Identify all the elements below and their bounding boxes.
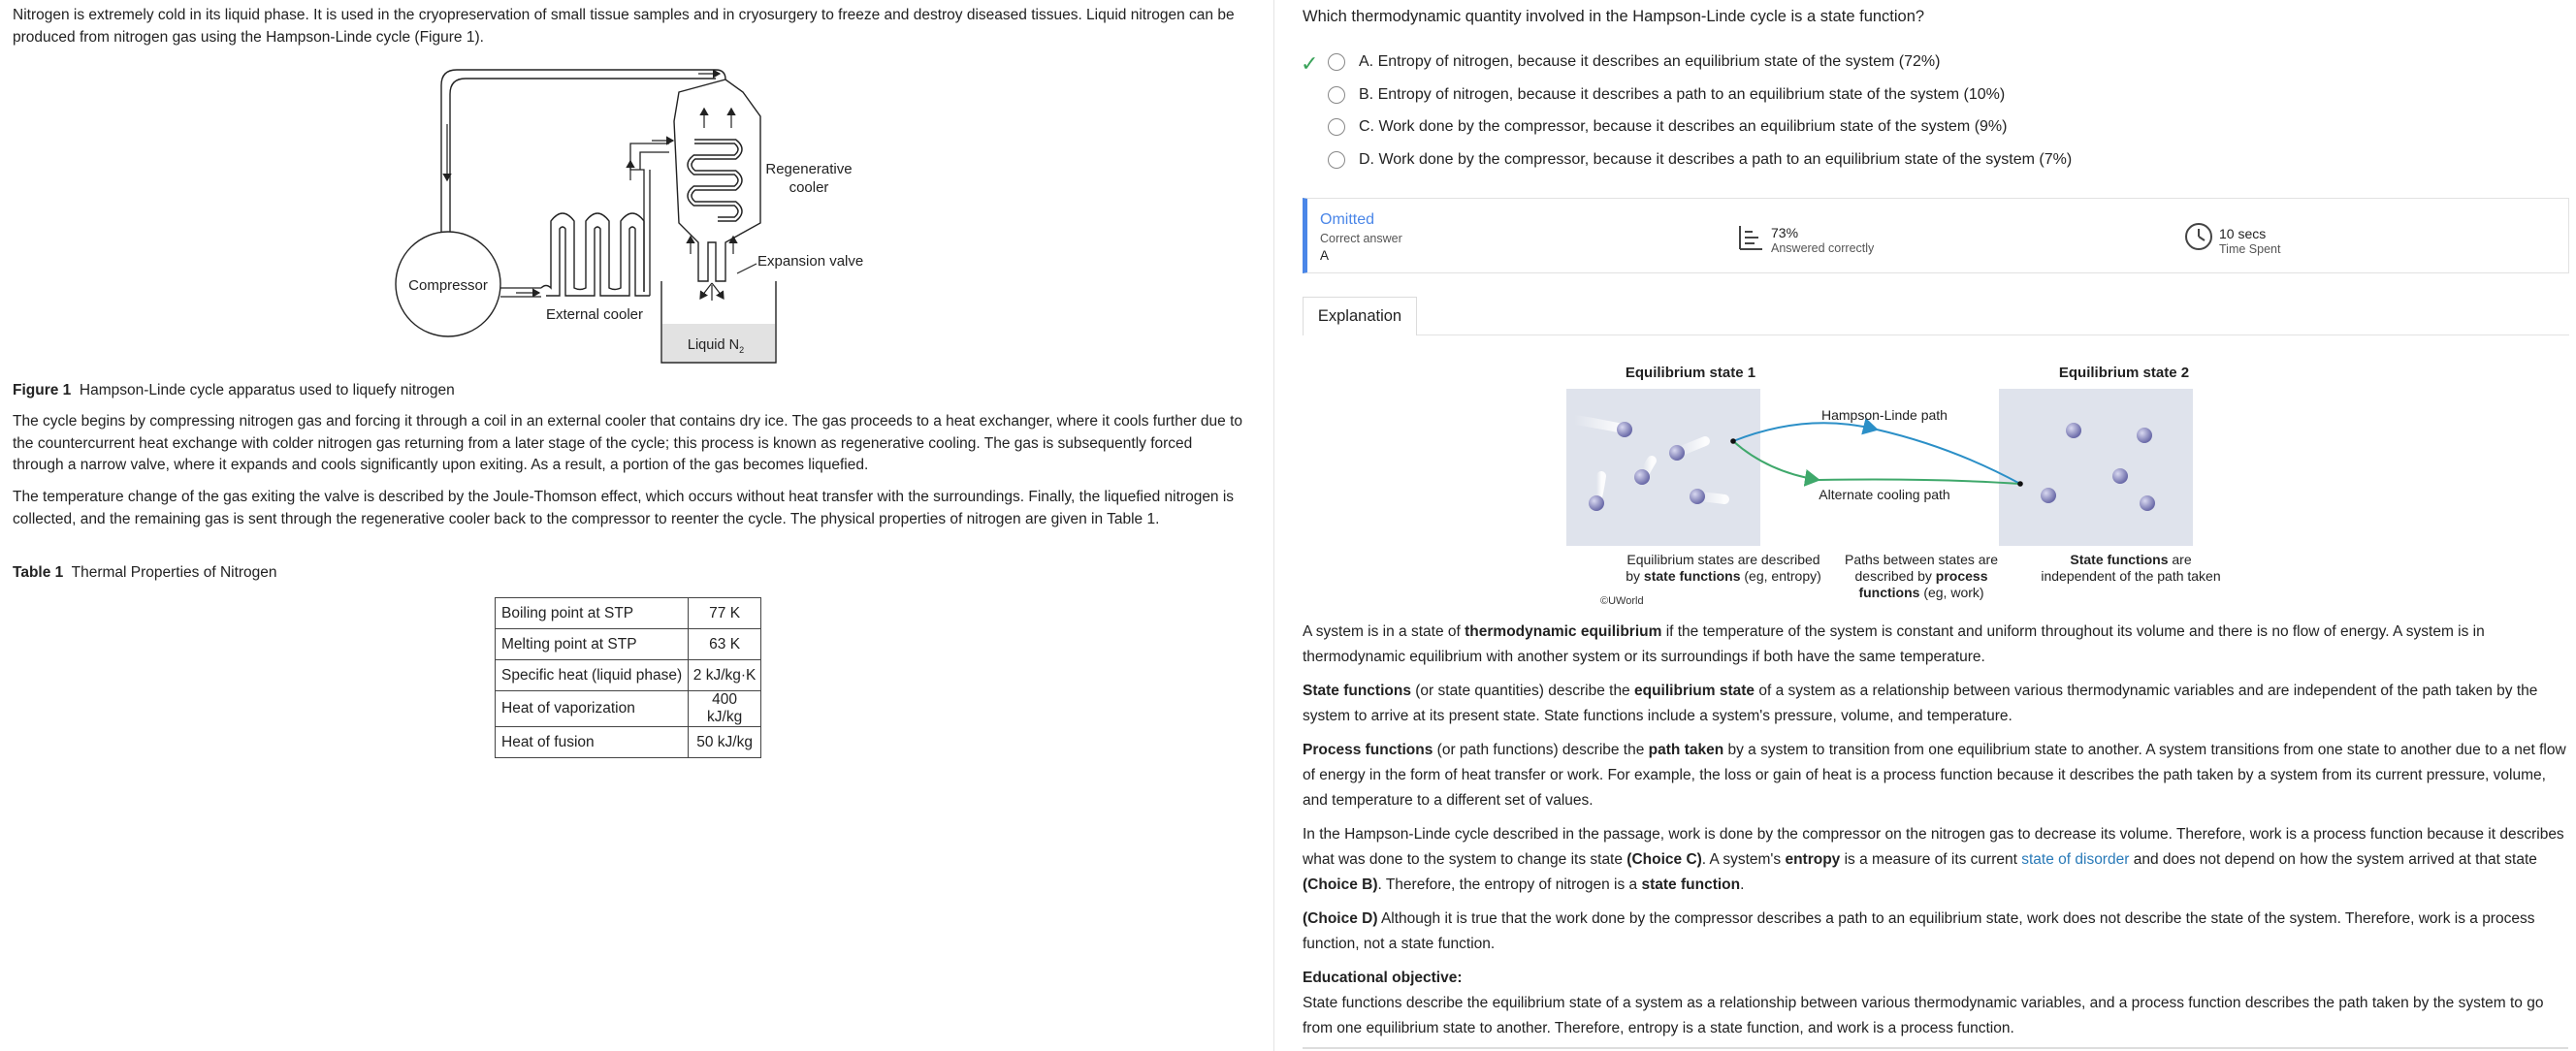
state2-point xyxy=(2017,481,2023,487)
panel-divider[interactable] xyxy=(1273,0,1274,1051)
liquid-n2-label: Liquid $N_2$ xyxy=(687,337,745,355)
choice-letter: A. xyxy=(1359,53,1374,70)
particle xyxy=(1589,495,1604,511)
passage-panel xyxy=(0,0,1271,1051)
regen-label-1: Regenerative xyxy=(765,161,853,177)
table-cell-property: Heat of fusion xyxy=(496,727,689,758)
choice-percent: (10%) xyxy=(1963,86,2006,103)
state2-title: Equilibrium state 2 xyxy=(2058,365,2190,381)
table-row xyxy=(496,598,761,629)
choice-percent: (72%) xyxy=(1898,53,1941,70)
state-function-diagram xyxy=(1564,383,2243,557)
table-row xyxy=(496,691,761,727)
choice-percent: (9%) xyxy=(1974,118,2008,135)
passage-para-1: The cycle begins by compressing nitrogen gas and forcing it through a coil in an external cooler that contains dry ice. The gas proceeds to a heat exchanger, where it cools further due to the countercurrent heat exchange with colder nitrogen gas returning from a later stage of the cycle; this process is known as regenerative cooling. The gas is subsequently forced through a narrow valve, where it expands and cools significantly upon exiting. As a result, a portion of the gas becomes liquefied. xyxy=(13,413,1243,473)
choice-text: Entropy of nitrogen, because it describes an equilibrium state of the system xyxy=(1377,53,1895,70)
state1-title: Equilibrium state 1 xyxy=(1625,365,1756,381)
table-cell-value: 77 K xyxy=(689,598,761,629)
copyright: ©UWorld xyxy=(1600,595,1644,607)
radio-icon[interactable] xyxy=(1328,86,1345,104)
particle xyxy=(2041,488,2056,503)
state-of-disorder-link[interactable]: state of disorder xyxy=(2021,851,2130,868)
table-cell-property: Melting point at STP xyxy=(496,629,689,660)
particle xyxy=(1690,489,1705,504)
question-panel xyxy=(1303,0,2568,1051)
bottom-rule xyxy=(1303,1047,2568,1049)
radio-icon[interactable] xyxy=(1328,118,1345,136)
table-cell-value: 400 kJ/kg xyxy=(689,691,761,727)
particle xyxy=(2112,468,2128,484)
table-row xyxy=(496,727,761,758)
choice-letter: D. xyxy=(1359,151,1374,168)
radio-icon[interactable] xyxy=(1328,53,1345,71)
status-omitted: Omitted xyxy=(1320,211,1375,228)
particle xyxy=(2066,423,2081,438)
path1-label: Hampson-Linde path xyxy=(1821,407,1948,423)
regenerative-cooler-body xyxy=(674,80,760,281)
pct-correct-label: Answered correctly xyxy=(1771,241,1875,255)
explanation-para-3: Process functions (or path functions) describe the path taken by a system to transition from one equilibrium state to another. A system transitions from one state to another due to a net flow of energy in the form of heat transfer or work. For example, the loss or gain of heat is a process function because it describes the path taken by a system from its current pressure, volume, and temperature to a different set of values. xyxy=(1303,742,2566,809)
alternate-path-tail xyxy=(1819,480,2020,485)
state2-box xyxy=(1999,389,2193,546)
passage-intro: Nitrogen is extremely cold in its liquid phase. It is used in the cryopreservation of small tissue samples and in cryosurgery to freeze and destroy diseased tissues. Liquid nitrogen can be produced from nitrogen gas using the Hampson-Linde cycle (Figure 1). xyxy=(13,7,1235,46)
state1-point xyxy=(1730,438,1736,444)
choice-percent: (7%) xyxy=(2039,151,2073,168)
table-cell-value: 2 kJ/kg·K xyxy=(689,660,761,691)
choice-text: Entropy of nitrogen, because it describes a path to an equilibrium state of the system xyxy=(1377,86,1960,103)
tab-underline xyxy=(1417,334,2569,335)
objective-title: Educational objective: xyxy=(1303,970,1463,986)
time-spent-label: Time Spent xyxy=(2219,242,2281,256)
explanation-para-4: In the Hampson-Linde cycle described in the passage, work is done by the compressor on the nitrogen gas to decrease its volume. Therefore, work is a process function because it describes what was done to the system to change its state (Choice C). A system's entropy is a measure of its current state of disorder and does not depend on how the system arrived at that state (Choice B). Therefore, the entropy of nitrogen is a state function. xyxy=(1303,826,2564,893)
correct-check-icon: ✓ xyxy=(1301,51,1319,76)
time-spent-value: 10 secs xyxy=(2219,226,2267,241)
choice-letter: B. xyxy=(1359,86,1374,103)
passage-para-2: The temperature change of the gas exiting the valve is described by the Joule-Thomson effect, which occurs without heat transfer with the surroundings. Finally, the liquefied nitrogen is collected, and the remaining gas is sent through the regenerative cooler back to the compressor to reenter the cycle. The physical properties of nitrogen are given in Table 1. xyxy=(13,489,1235,527)
particle xyxy=(2137,428,2152,443)
expansion-valve-label: Expansion valve xyxy=(757,253,864,270)
question-stem: Which thermodynamic quantity involved in the Hampson-Linde cycle is a state function? xyxy=(1303,8,1925,25)
table-row xyxy=(496,660,761,691)
thermal-properties-table xyxy=(495,597,761,758)
table-cell-property: Boiling point at STP xyxy=(496,598,689,629)
explanation-para-1: A system is in a state of thermodynamic equilibrium if the temperature of the system is constant and uniform throughout its volume and there is no flow of energy. A system is in thermodynamic equilibrium with another system or its surroundings if both have the same temperature. xyxy=(1303,623,2485,665)
particle xyxy=(1634,469,1650,485)
explanation-para-2: State functions (or state quantities) describe the equilibrium state of a system as a relationship between various thermodynamic variables and are independent of the path taken by the system to arrive at its present state. State functions include a system's pressure, volume, and temperature. xyxy=(1303,683,2538,724)
choice-a[interactable] xyxy=(1328,50,1940,74)
clock-icon xyxy=(2184,222,2213,251)
path2-label: Alternate cooling path xyxy=(1819,487,1950,502)
explanation-para-5: (Choice D) Although it is true that the work done by the compressor describes a path to an equilibrium state, work does not describe the state of the system. Therefore, work is a process function, not a state function. xyxy=(1303,910,2535,952)
particle xyxy=(1669,445,1685,461)
choice-b[interactable] xyxy=(1328,83,2005,107)
compressor-label: Compressor xyxy=(408,277,488,294)
state1-box xyxy=(1566,389,1760,546)
table-caption: Table 1 Thermal Properties of Nitrogen xyxy=(13,564,277,581)
external-cooler-label: External cooler xyxy=(545,306,644,323)
external-cooler-coil xyxy=(541,213,644,292)
pct-correct-value: 73% xyxy=(1771,225,1799,240)
radio-icon[interactable] xyxy=(1328,151,1345,169)
figure-caption: Figure 1 Hampson-Linde cycle apparatus used to liquefy nitrogen xyxy=(13,382,455,398)
objective-text: State functions describe the equilibrium state of a system as a relationship between various thermodynamic variables, and a process function describes the path taken by the system to go from one equilibrium state to another. Therefore, entropy is a state function, and work is a process function. xyxy=(1303,995,2544,1036)
correct-answer-value: A xyxy=(1320,248,1330,263)
table-row xyxy=(496,629,761,660)
table-cell-value: 50 kJ/kg xyxy=(689,727,761,758)
path-caption: Paths between states are described by process functions (eg, work) xyxy=(1845,552,1998,600)
choice-text: Work done by the compressor, because it describes an equilibrium state of the system xyxy=(1378,118,1971,135)
choice-d[interactable] xyxy=(1328,148,2072,172)
regen-label-2: cooler xyxy=(789,179,829,196)
choice-text: Work done by the compressor, because it describes a path to an equilibrium state of the system xyxy=(1378,151,2035,168)
particle xyxy=(2140,495,2155,511)
independence-caption: State functions are independent of the path taken xyxy=(2041,552,2221,584)
table-cell-value: 63 K xyxy=(689,629,761,660)
table-cell-property: Specific heat (liquid phase) xyxy=(496,660,689,691)
hampson-linde-path-tail xyxy=(1877,430,2020,484)
choice-letter: C. xyxy=(1359,118,1374,135)
choice-c[interactable] xyxy=(1328,115,2007,139)
tab-explanation[interactable]: Explanation xyxy=(1303,297,1417,335)
bar-chart-icon xyxy=(1737,224,1764,251)
table-cell-property: Heat of vaporization xyxy=(496,691,689,727)
particle xyxy=(1617,422,1632,437)
correct-answer-label: Correct answer xyxy=(1320,232,1402,245)
hampson-linde-diagram xyxy=(0,0,1261,388)
answer-stats-bar xyxy=(1303,198,2569,273)
state-caption: Equilibrium states are described by state functions (eg, entropy) xyxy=(1626,552,1821,584)
